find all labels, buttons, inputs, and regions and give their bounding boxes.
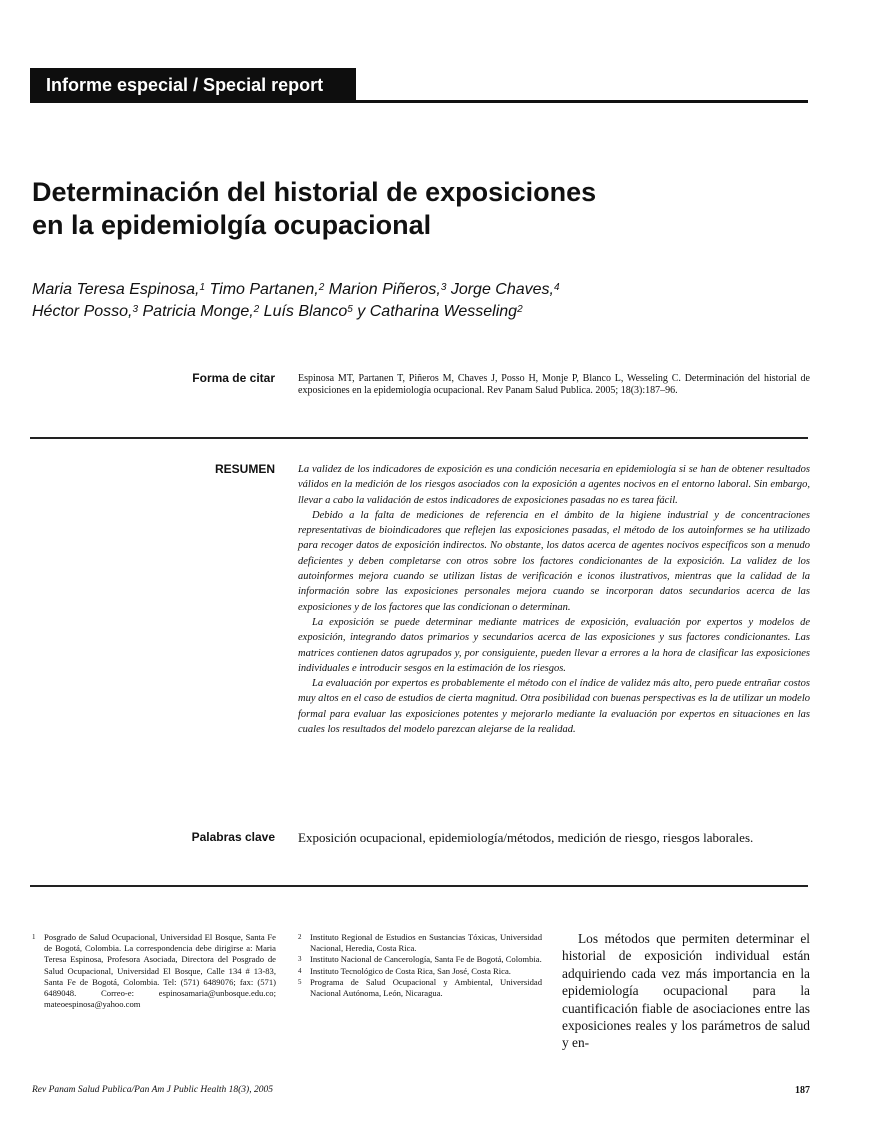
- author-affiliation: 2: [517, 304, 523, 315]
- footnote-text: Instituto Nacional de Cancerología, Santa Fe de Bogotá, Colombia.: [310, 954, 542, 965]
- footnote-text: Instituto Regional de Estudios en Sustancias Tóxicas, Universidad Nacional, Heredia, Costa Rica.: [310, 932, 542, 954]
- footnote-text: Instituto Tecnológico de Costa Rica, San José, Costa Rica.: [310, 965, 511, 976]
- section-header: [30, 68, 808, 104]
- abstract-paragraph: La exposición se puede determinar mediante matrices de exposición, evaluación por expertos y modelos de exposición, integrando datos primarios y secundarios acerca de las exposiciones y sus factores condicionantes. Las matrices contienen datos agrupados y, por consiguiente, pueden llevar a errores a la hora de clasificar las exposiciones individuales e introducir sesgos en la estimación de los riesgos.: [298, 616, 810, 674]
- author-affiliation: 1: [199, 282, 206, 293]
- footnote: [298, 977, 542, 999]
- author-name: Héctor Posso,: [32, 303, 133, 320]
- footnote-text: Posgrado de Salud Ocupacional, Universidad El Bosque, Santa Fe de Bogotá, Colombia. La correspondencia debe dirigirse a: Maria Teresa Espinosa, Profesora Asociada, Directora del Posgrado de Salud Ocupacional, Universidad El Bosque, Calle 134 # 13-83, Santa Fe de Bogotá, Colombia. Tel: (571) 6489076; fax: (571) 6489048. Correo-e: espinosamaria@unbosque.edu.co; mateoespinosa@yahoo.com: [44, 932, 276, 1010]
- author-affiliation: 5: [347, 304, 353, 315]
- keywords-text: Exposición ocupacional, epidemiología/métodos, medición de riesgo, riesgos laborales.: [298, 830, 754, 845]
- author-affiliation: 2: [253, 304, 260, 315]
- author-list: [32, 279, 792, 323]
- author-name: y Catharina Wesseling: [352, 303, 518, 320]
- journal-footer: Rev Panam Salud Publica/Pan Am J Public Health 18(3), 2005: [32, 1085, 273, 1095]
- author-line-1: [32, 279, 792, 301]
- abstract-label: RESUMEN: [214, 462, 275, 476]
- abstract-paragraph: La evaluación por expertos es probablemente el método con el índice de validez más alto, pero puede entrañar costos muy altos en el caso de estudios de cierta magnitud. Otra posibilidad con buenas perspectivas es la de utilizar un modelo formal para evaluar las exposiciones potentes y mejorarlo mediante la evaluación por expertos en situaciones en las cuales los resultados del modelo parezcan alejarse de la realidad.: [298, 678, 810, 736]
- footnote-number: 5: [298, 977, 302, 986]
- citation-text: Espinosa MT, Partanen T, Piñeros M, Chaves J, Posso H, Monje P, Blanco L, Wesseling C. Determinación del historial de exposiciones en la epidemiología ocupacional. Rev Panam Salud Publica. 2005; 18(3):187–96.: [298, 373, 810, 396]
- footnote: [298, 966, 542, 977]
- author-name: Patricia Monge,: [138, 303, 254, 320]
- footnote-text: Programa de Salud Ocupacional y Ambiental, Universidad Nacional Autónoma, León, Nicaragua.: [310, 976, 542, 999]
- author-name: Marion Piñeros,: [324, 281, 441, 298]
- page-number: 187: [795, 1085, 810, 1096]
- title-line-1: Determinación del historial de exposiciones: [32, 177, 597, 207]
- author-name: Timo Partanen,: [205, 281, 319, 298]
- footnote-number: 3: [298, 955, 302, 964]
- author-name: Maria Teresa Espinosa,: [32, 281, 200, 298]
- citation-label: Forma de citar: [192, 371, 275, 385]
- author-name: Jorge Chaves,: [446, 281, 554, 298]
- footnote: [298, 932, 542, 954]
- author-name: Luís Blanco: [259, 303, 348, 320]
- section-divider: [30, 437, 808, 439]
- author-line-2: [32, 301, 792, 323]
- keywords-label: Palabras clave: [191, 830, 275, 844]
- body-text: Los métodos que permiten determinar el historial de exposición individual están adquiriendo cada vez más importancia en la epidemiología ocupacional para la cuantificación fiable de asociaciones entre las exposiciones reales y los parámetros de salud y en-: [562, 931, 810, 1051]
- abstract-text: [298, 462, 810, 737]
- author-affiliation: 3: [132, 304, 139, 315]
- section-divider: [30, 885, 808, 887]
- title-line-2: en la epidemiolgía ocupacional: [32, 210, 432, 240]
- footnote-number: 4: [298, 966, 302, 975]
- footnote: [32, 932, 276, 1010]
- section-label: Informe especial / Special report: [30, 68, 356, 102]
- footnote: [298, 954, 542, 965]
- footnote-number: 1: [32, 933, 36, 941]
- footnotes-middle: [298, 932, 542, 999]
- author-affiliation: 2: [318, 282, 325, 293]
- header-rule: [30, 100, 808, 103]
- footnote-number: 2: [298, 933, 302, 941]
- author-affiliation: 4: [553, 282, 560, 293]
- footnotes-left: [32, 932, 276, 1010]
- abstract-paragraph: La validez de los indicadores de exposición es una condición necesaria en epidemiología si se han de obtener resultados válidos en la medición de los riesgos asociados con la exposición a agentes nocivos en el entorno laboral. Sin embargo, llevar a cabo la validación de estos indicadores de exposiciones pasadas no es tarea fácil.: [298, 464, 810, 506]
- article-title: [32, 176, 792, 242]
- abstract-paragraph: Debido a la falta de mediciones de referencia en el ámbito de la higiene industrial y de concentraciones representativas de bioindicadores que reflejen las exposiciones pasadas, el método de los autoinformes se ha utilizado para recoger datos de exposición indirectos. No obstante, los datos acerca de agentes nocivos específicos son a menudo deficientes y deben completarse con otros sobre los factores condicionantes de la exposición. La validez de los autoinformes mejora cuando se utilizan listas de verificación e iconos ilustrativos, mientras que la calidad de la información sobre las exposiciones personales mejora cuando se incorporan datos secundarios acerca de las exposiciones y de los factores que las condicionan o determinan.: [298, 509, 810, 613]
- author-affiliation: 3: [440, 282, 447, 293]
